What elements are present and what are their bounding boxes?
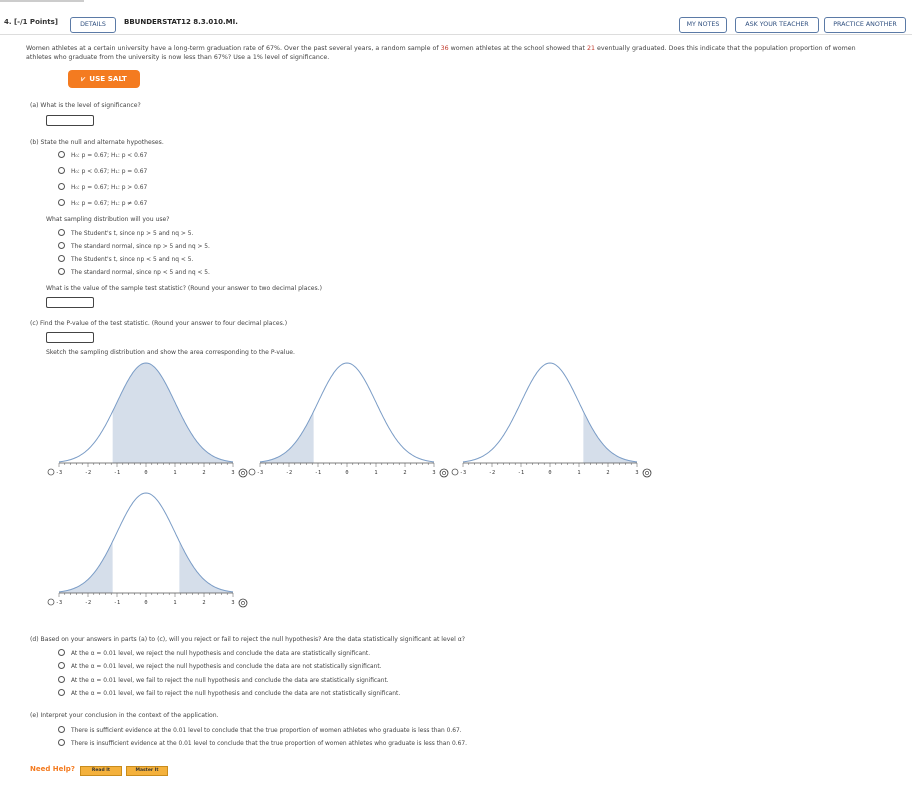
question-number: 4. [-/1 Points] xyxy=(4,18,58,26)
tick-label: 2 xyxy=(202,470,206,476)
p-value-input[interactable] xyxy=(46,332,94,343)
hypothesis-option[interactable] xyxy=(58,183,147,191)
option-label: At the α = 0.01 level, we reject the null hypothesis and conclude the data are statistically significant. xyxy=(71,651,371,657)
use-salt-button[interactable] xyxy=(68,70,140,88)
tick-label: 1 xyxy=(173,470,177,476)
radio-button[interactable] xyxy=(58,662,65,669)
option-label: The standard normal, since np < 5 and nq < 5. xyxy=(71,270,210,276)
radio-button[interactable] xyxy=(58,167,65,174)
tick-label: 0 xyxy=(345,470,349,476)
tick-label: 2 xyxy=(606,470,610,476)
my-notes-button[interactable]: MY NOTES xyxy=(679,17,727,33)
radio-button[interactable] xyxy=(58,255,65,262)
option-label: H₀: p < 0.67; H₁: p = 0.67 xyxy=(71,169,148,175)
tick-label: 2 xyxy=(202,600,206,606)
conclusion-option[interactable] xyxy=(58,689,400,697)
shaded-area xyxy=(583,411,637,463)
tick-label: 2 xyxy=(403,470,407,476)
tick-label: 1 xyxy=(577,470,581,476)
tick-label: -2 xyxy=(84,600,92,606)
tick-label: 3 xyxy=(231,600,235,606)
interpretation-option[interactable] xyxy=(58,739,467,747)
hypothesis-option[interactable] xyxy=(58,167,147,175)
hypothesis-option[interactable] xyxy=(58,199,147,207)
shaded-area xyxy=(59,541,113,593)
read-it-button[interactable]: Read It xyxy=(80,766,122,776)
question-text xyxy=(26,44,896,62)
part-a-prompt: (a) What is the level of significance? xyxy=(30,102,141,109)
tick-label: -1 xyxy=(314,470,322,476)
option-label: H₀: p = 0.67; H₁: p < 0.67 xyxy=(71,153,148,159)
tick-label: -1 xyxy=(113,470,121,476)
distribution-option[interactable] xyxy=(58,242,210,250)
top-divider xyxy=(0,0,84,2)
tick-label: -3 xyxy=(55,600,63,606)
hypothesis-option[interactable] xyxy=(58,151,147,159)
radio-button[interactable] xyxy=(58,199,65,206)
tick-label: 0 xyxy=(548,470,552,476)
distribution-prompt: What sampling distribution will you use? xyxy=(46,216,170,223)
radio-button[interactable] xyxy=(58,689,65,696)
conclusion-option[interactable] xyxy=(58,662,382,670)
distribution-option[interactable] xyxy=(58,229,193,237)
tick-label: 0 xyxy=(144,600,148,606)
shaded-area xyxy=(260,411,314,463)
salt-label: USE SALT xyxy=(89,74,127,83)
tick-label: -1 xyxy=(113,600,121,606)
interpretation-option[interactable] xyxy=(58,726,462,734)
option-label: The Student's t, since np < 5 and nq < 5. xyxy=(71,257,194,263)
radio-button[interactable] xyxy=(58,229,65,236)
question-id: BBUNDERSTAT12 8.3.010.MI. xyxy=(124,18,238,26)
option-label: At the α = 0.01 level, we fail to reject the null hypothesis and conclude the data are not statistically significant. xyxy=(71,691,401,697)
graph-radio-button[interactable] xyxy=(452,469,458,475)
tick-label: 3 xyxy=(432,470,436,476)
tick-label: 3 xyxy=(231,470,235,476)
tick-label: 1 xyxy=(374,470,378,476)
question-text-part: eventually graduated. Does this indicate that the population proportion of women xyxy=(595,45,856,52)
part-e-prompt: (e) Interpret your conclusion in the context of the application. xyxy=(30,712,219,719)
normal-curve xyxy=(463,363,637,462)
radio-button[interactable] xyxy=(58,649,65,656)
sample-size: 36 xyxy=(440,45,449,52)
question-text-part: athletes who graduate from the university is now less than 67%? Use a 1% level of significance. xyxy=(26,54,330,61)
radio-button[interactable] xyxy=(58,183,65,190)
sketch-prompt: Sketch the sampling distribution and show the area corresponding to the P-value. xyxy=(46,349,295,356)
tick-label: -2 xyxy=(84,470,92,476)
conclusion-option[interactable] xyxy=(58,676,389,684)
tick-label: 0 xyxy=(144,470,148,476)
info-icon[interactable] xyxy=(643,469,651,477)
tick-label: 3 xyxy=(635,470,639,476)
radio-button[interactable] xyxy=(58,242,65,249)
info-icon[interactable] xyxy=(239,469,247,477)
option-label: H₀: p = 0.67; H₁: p ≠ 0.67 xyxy=(71,201,148,207)
part-d-prompt: (d) Based on your answers in parts (a) to (c), will you reject or fail to reject the null hypothesis? Are the data statistically significant at level α? xyxy=(30,636,465,643)
tick-label: -3 xyxy=(459,470,467,476)
graph-radio-button[interactable] xyxy=(48,469,54,475)
distribution-option[interactable] xyxy=(58,255,193,263)
radio-button[interactable] xyxy=(58,739,65,746)
ask-teacher-button[interactable]: ASK YOUR TEACHER xyxy=(735,17,819,33)
tick-label: -2 xyxy=(285,470,293,476)
test-statistic-prompt: What is the value of the sample test statistic? (Round your answer to two decimal places.) xyxy=(46,285,323,292)
option-label: The standard normal, since np > 5 and nq > 5. xyxy=(71,244,210,250)
radio-button[interactable] xyxy=(58,268,65,275)
need-help-label: Need Help? xyxy=(30,765,75,773)
part-c-prompt: (c) Find the P-value of the test statistic. (Round your answer to four decimal places.) xyxy=(30,320,288,327)
option-label: At the α = 0.01 level, we reject the null hypothesis and conclude the data are not statistically significant. xyxy=(71,664,382,670)
sketch-graphs xyxy=(0,355,912,615)
practice-another-button[interactable]: PRACTICE ANOTHER xyxy=(824,17,906,33)
tick-label: 1 xyxy=(173,600,177,606)
test-statistic-input[interactable] xyxy=(46,297,94,308)
option-label: The Student's t, since np > 5 and nq > 5. xyxy=(71,231,194,237)
radio-button[interactable] xyxy=(58,726,65,733)
option-label: There is sufficient evidence at the 0.01 level to conclude that the true proportion of women athletes who graduate is less than 0.67. xyxy=(71,728,462,734)
radio-button[interactable] xyxy=(58,151,65,158)
significance-input[interactable] xyxy=(46,115,94,126)
salt-icon: ⩗ xyxy=(81,74,86,83)
part-b-prompt: (b) State the null and alternate hypotheses. xyxy=(30,139,164,146)
master-it-button[interactable]: Master It xyxy=(126,766,168,776)
graduated-count: 21 xyxy=(586,45,595,52)
radio-button[interactable] xyxy=(58,676,65,683)
option-label: At the α = 0.01 level, we fail to reject the null hypothesis and conclude the data are statistically significant. xyxy=(71,678,389,684)
question-text-part: women athletes at the school showed that xyxy=(448,45,587,52)
question-text-part: Women athletes at a certain university have a long-term graduation rate of 67%. Over the past several years, a random sample of xyxy=(26,45,441,52)
tick-label: -3 xyxy=(55,470,63,476)
distribution-option[interactable] xyxy=(58,268,210,276)
tick-label: -2 xyxy=(488,470,496,476)
normal-curve xyxy=(59,493,233,592)
conclusion-option[interactable] xyxy=(58,649,370,657)
shaded-area xyxy=(179,541,233,593)
details-button[interactable]: DETAILS xyxy=(70,17,116,33)
shaded-area xyxy=(113,363,233,463)
option-label: H₀: p = 0.67; H₁: p > 0.67 xyxy=(71,185,148,191)
tick-label: -3 xyxy=(256,470,264,476)
graph-radio-button[interactable] xyxy=(249,469,255,475)
tick-label: -1 xyxy=(517,470,525,476)
info-icon[interactable] xyxy=(239,599,247,607)
normal-curve xyxy=(260,363,434,462)
info-icon[interactable] xyxy=(440,469,448,477)
option-label: There is insufficient evidence at the 0.01 level to conclude that the true proportion of women athletes who graduate is less than 0.67. xyxy=(71,741,467,747)
graph-radio-button[interactable] xyxy=(48,599,54,605)
